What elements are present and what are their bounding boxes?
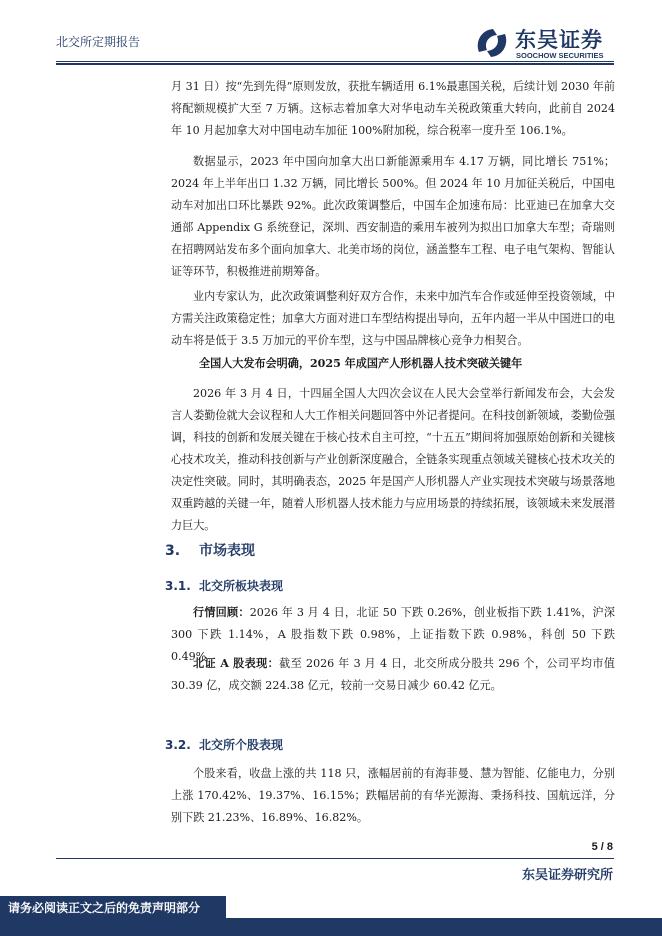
paragraph-export-data: 数据显示，2023 年中国向加拿大出口新能源乘用车 4.17 万辆，同比增长 751%；2024 年上半年出口 1.32 万辆，同比增长 500%。但 2024 年 10 月加征关税后，中国电动车对加出口环比暴跌 92%。此次政策调整后，中国车企加速布局：比亚迪已在加拿大交通部 Appendix G 系统登记，深圳、西安制造的乘用车被列为拟出口加拿大车型；奇瑞则在招聘网站发布多个面向加拿大、北美市场的岗位，涵盖整车工程、电子电气架构、智能认证等环节，积极推进前期筹备。 xyxy=(171,155,615,278)
section-title-market xyxy=(165,540,255,560)
a-share-label: 北证 A 股表现： xyxy=(193,657,280,670)
section-title-text: 市场表现 xyxy=(199,543,255,559)
footer-divider xyxy=(56,858,614,859)
subsection-number: 3.2. xyxy=(165,738,191,752)
subsection-title-stocks xyxy=(165,736,283,753)
paragraph-stock-performance: 个股来看，收盘上涨的共 118 只，涨幅居前的有海菲曼、慧为智能、亿能电力，分别上涨 170.42%、19.37%、16.15%；跌幅居前的有华光源海、秉扬科技、国航远洋，分别下跌 21.23%、16.89%、16.82%。 xyxy=(171,767,615,824)
news-heading-npc: 全国人大发布会明确，2025 年成国产人形机器人技术突破关键年 xyxy=(199,357,523,370)
paragraph-a-share-performance xyxy=(171,653,615,697)
subsection-title-text: 北交所个股表现 xyxy=(199,738,284,752)
market-review-text: 2026 年 3 月 4 日，北证 50 下跌 0.26%，创业板指下跌 1.41%，沪深 300 下跌 1.14%，A 股指数下跌 0.98%，上证指数下跌 0.98%，科创 50 下跌 0.49%。 xyxy=(171,606,615,663)
report-type-title: 北交所定期报告 xyxy=(56,35,141,49)
header-divider-thick xyxy=(56,63,614,65)
page-number: 5 / 8 xyxy=(591,841,613,853)
header-divider xyxy=(56,61,614,62)
section-number: 3. xyxy=(165,543,181,559)
company-logo xyxy=(473,21,623,65)
market-review-label: 行情回顾： xyxy=(193,606,250,619)
a-share-text: 截至 2026 年 3 月 4 日，北交所成分股共 296 个，公司平均市值 30.39 亿，成交额 224.38 亿元，较前一交易日减少 60.42 亿元。 xyxy=(171,657,615,692)
paragraph-npc-conference: 2026 年 3 月 4 日，十四届全国人大四次会议在人民大会堂举行新闻发布会，大会发言人娄勤俭就大会议程和人大工作相关问题回答中外记者提问。在科技创新领域，娄勤俭强调，科技的创新和发展关键在于核心技术自主可控，“十五五”期间将加强原始创新和关键核心技术攻关，推动科技创新与产业创新深度融合，全链条实现重点领域关键核心技术攻关的决定性突破。同时，其明确表态，2025 年是国产人形机器人产业实现技术突破与场景落地双重跨越的关键一年，随着人形机器人技术能力与应用场景的持续拓展，该领域未来发展潜力巨大。 xyxy=(171,387,616,532)
subsection-title-board xyxy=(165,577,283,594)
disclaimer-bar xyxy=(0,896,226,918)
footer-band xyxy=(0,918,662,936)
paragraph-expert-view: 业内专家认为，此次政策调整利好双方合作，未来中加汽车合作或延伸至投资领域，中方需关注政策稳定性；加拿大方面对进口车型结构提出导向，五年内超一半从中国进口的电动车将是低于 3.5 万加元的平价车型，这与中国品牌核心竞争力相契合。 xyxy=(171,290,615,347)
paragraph-canada-tariff: 月 31 日）按“先到先得”原则发放，获批车辆适用 6.1%最惠国关税，后续计划 2030 年前将配额规模扩大至 7 万辆。这标志着加拿大对华电动车关税政策重大转向，此前自 2024 年 10 月起加拿大对中国电动车加征 100%附加税，综合税率一度升至 106.1%。 xyxy=(171,80,615,137)
footer-institute: 东吴证券研究所 xyxy=(521,868,613,883)
subsection-number: 3.1. xyxy=(165,579,191,593)
disclaimer-text: 请务必阅读正文之后的免责声明部分 xyxy=(8,901,201,915)
logo-english-name: SOOCHOW SECURITIES xyxy=(516,51,604,60)
logo-mark-icon xyxy=(473,24,511,62)
logo-chinese-name: 东吴证券 xyxy=(515,28,603,52)
subsection-title-text: 北交所板块表现 xyxy=(199,579,284,593)
